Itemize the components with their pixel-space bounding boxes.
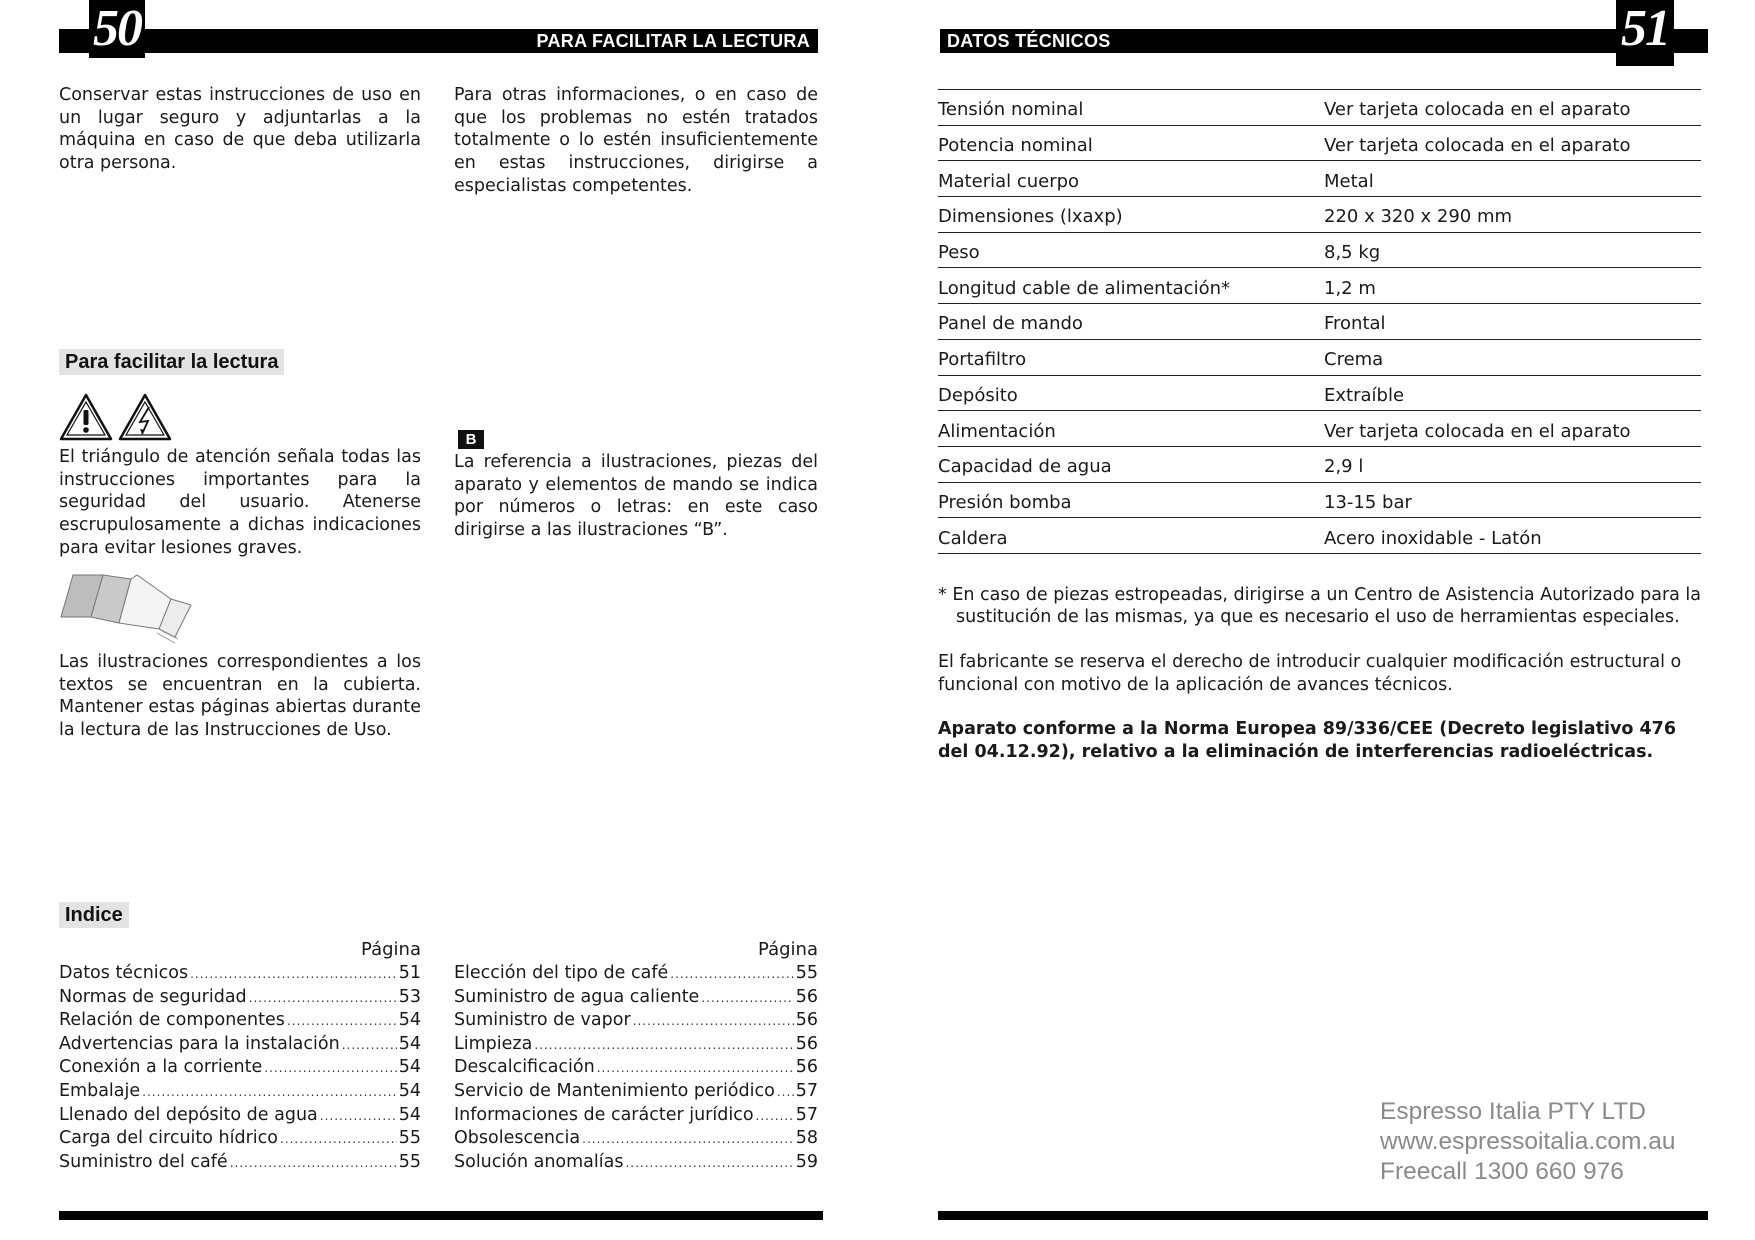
right-header-title: DATOS TÉCNICOS (947, 31, 1111, 51)
index-entry[interactable]: Obsolescencia ..... 58 (454, 1127, 818, 1151)
footnote-line-2: sustitución de las mismas, ya que es necesario el uso de herramientas especiales. (956, 607, 1680, 627)
spec-row: Dimensiones (lxaxp) 220 x 320 x 290 mm (938, 197, 1701, 233)
index-list-col2 (454, 962, 818, 1174)
index-entry[interactable]: Suministro del café ..... 55 (59, 1151, 421, 1175)
spec-row: Material cuerpo Metal (938, 161, 1701, 197)
right-page-number: 51 (1616, 0, 1674, 66)
index-entry[interactable]: Advertencias para la instalación ..... 54 (59, 1033, 421, 1057)
spec-row: Depósito Extraíble (938, 375, 1701, 411)
index-page-label-col1: Página (361, 939, 421, 960)
right-bottom-rule (938, 1211, 1708, 1220)
left-bottom-rule (59, 1211, 823, 1220)
technical-data-table (938, 89, 1701, 554)
index-entry[interactable]: Elección del tipo de café ..... 55 (454, 962, 818, 986)
spec-row: Caldera Acero inoxidable - Latón (938, 518, 1701, 554)
index-entry[interactable]: Suministro de agua caliente ..... 56 (454, 986, 818, 1010)
spec-row: Portafiltro Crema (938, 339, 1701, 375)
index-entry[interactable]: Suministro de vapor ..... 56 (454, 1009, 818, 1033)
index-title: Indice (59, 902, 129, 928)
compliance-statement: Aparato conforme a la Norma Europea 89/336/CEE (Decreto legislativo 476 del 04.12.92), relativo a la eliminación de interferencias radioeléctricas. (938, 719, 1677, 762)
index-entry[interactable]: Solución anomalías ..... 59 (454, 1151, 818, 1175)
left-header-title: PARA FACILITAR LA LECTURA (536, 31, 810, 51)
spec-row: Tensión nominal Ver tarjeta colocada en el aparato (938, 90, 1701, 126)
spec-row: Presión bomba 13-15 bar (938, 482, 1701, 518)
left-page-number: 50 (89, 0, 145, 58)
illustrations-description: Las ilustraciones correspondientes a los textos se encuentran en la cubierta. Mantener estas páginas abiertas durante la lectura de las Instrucciones de Uso. (59, 652, 421, 741)
company-website[interactable]: www.espressoitalia.com.au (1380, 1128, 1676, 1155)
spec-row: Capacidad de agua 2,9 l (938, 446, 1701, 482)
spec-row: Panel de mando Frontal (938, 304, 1701, 340)
index-entry[interactable]: Descalcificación ..... 56 (454, 1056, 818, 1080)
index-entry[interactable]: Servicio de Mantenimiento periódico ..... 57 (454, 1080, 818, 1104)
company-phone: Freecall 1300 660 976 (1380, 1158, 1624, 1185)
index-entry[interactable]: Llenado del depósito de agua ..... 54 (59, 1104, 421, 1128)
intro-text-col1: Conservar estas instrucciones de uso en un lugar seguro y adjuntarlas a la máquina en caso de que deba utilizarla otra persona. (59, 85, 421, 174)
index-list-col1 (59, 962, 421, 1174)
footnote-line-1: * En caso de piezas estropeadas, dirigirse a un Centro de Asistencia Autorizado para la (938, 585, 1702, 605)
index-entry[interactable]: Relación de componentes ..... 54 (59, 1009, 421, 1033)
spec-row: Potencia nominal Ver tarjeta colocada en el aparato (938, 125, 1701, 161)
index-page-label-col2: Página (758, 939, 818, 960)
reference-badge: B (458, 430, 484, 449)
reference-description: La referencia a ilustraciones, piezas del aparato y elementos de mando se indica por números o letras: en este caso dirigirse a las ilustraciones “B”. (454, 452, 818, 541)
index-entry[interactable]: Carga del circuito hídrico ..... 55 (59, 1127, 421, 1151)
electric-hazard-icon (118, 392, 172, 442)
index-entry[interactable]: Limpieza ..... 56 (454, 1033, 818, 1057)
triangle-description: El triángulo de atención señala todas las instrucciones importantes para la seguridad del usuario. Atenerse escrupulosamente a dichas indicaciones para evitar lesiones graves. (59, 447, 421, 558)
open-booklet-icon (59, 571, 195, 645)
company-name: Espresso Italia PTY LTD (1380, 1098, 1646, 1125)
intro-text-col2: Para otras informaciones, o en caso de que los problemas no estén tratados totalmente o lo estén insuficientemente en estas instrucciones, dirigirse a especialistas competentes. (454, 85, 818, 196)
reading-section-title: Para facilitar la lectura (59, 349, 284, 375)
spec-row: Peso 8,5 kg (938, 232, 1701, 268)
index-entry[interactable]: Conexión a la corriente ..... 54 (59, 1056, 421, 1080)
spec-row: Longitud cable de alimentación* 1,2 m (938, 268, 1701, 304)
spec-row: Alimentación Ver tarjeta colocada en el aparato (938, 411, 1701, 447)
index-entry[interactable]: Informaciones de carácter jurídico ..... 57 (454, 1104, 818, 1128)
index-entry[interactable]: Datos técnicos ..... 51 (59, 962, 421, 986)
manufacturer-note: El fabricante se reserva el derecho de introducir cualquier modificación estructural o funcional con motivo de la aplicación de avances técnicos. (938, 652, 1682, 695)
index-entry[interactable]: Normas de seguridad ..... 53 (59, 986, 421, 1010)
index-entry[interactable]: Embalaje ..... 54 (59, 1080, 421, 1104)
warning-triangle-icon (59, 392, 113, 442)
